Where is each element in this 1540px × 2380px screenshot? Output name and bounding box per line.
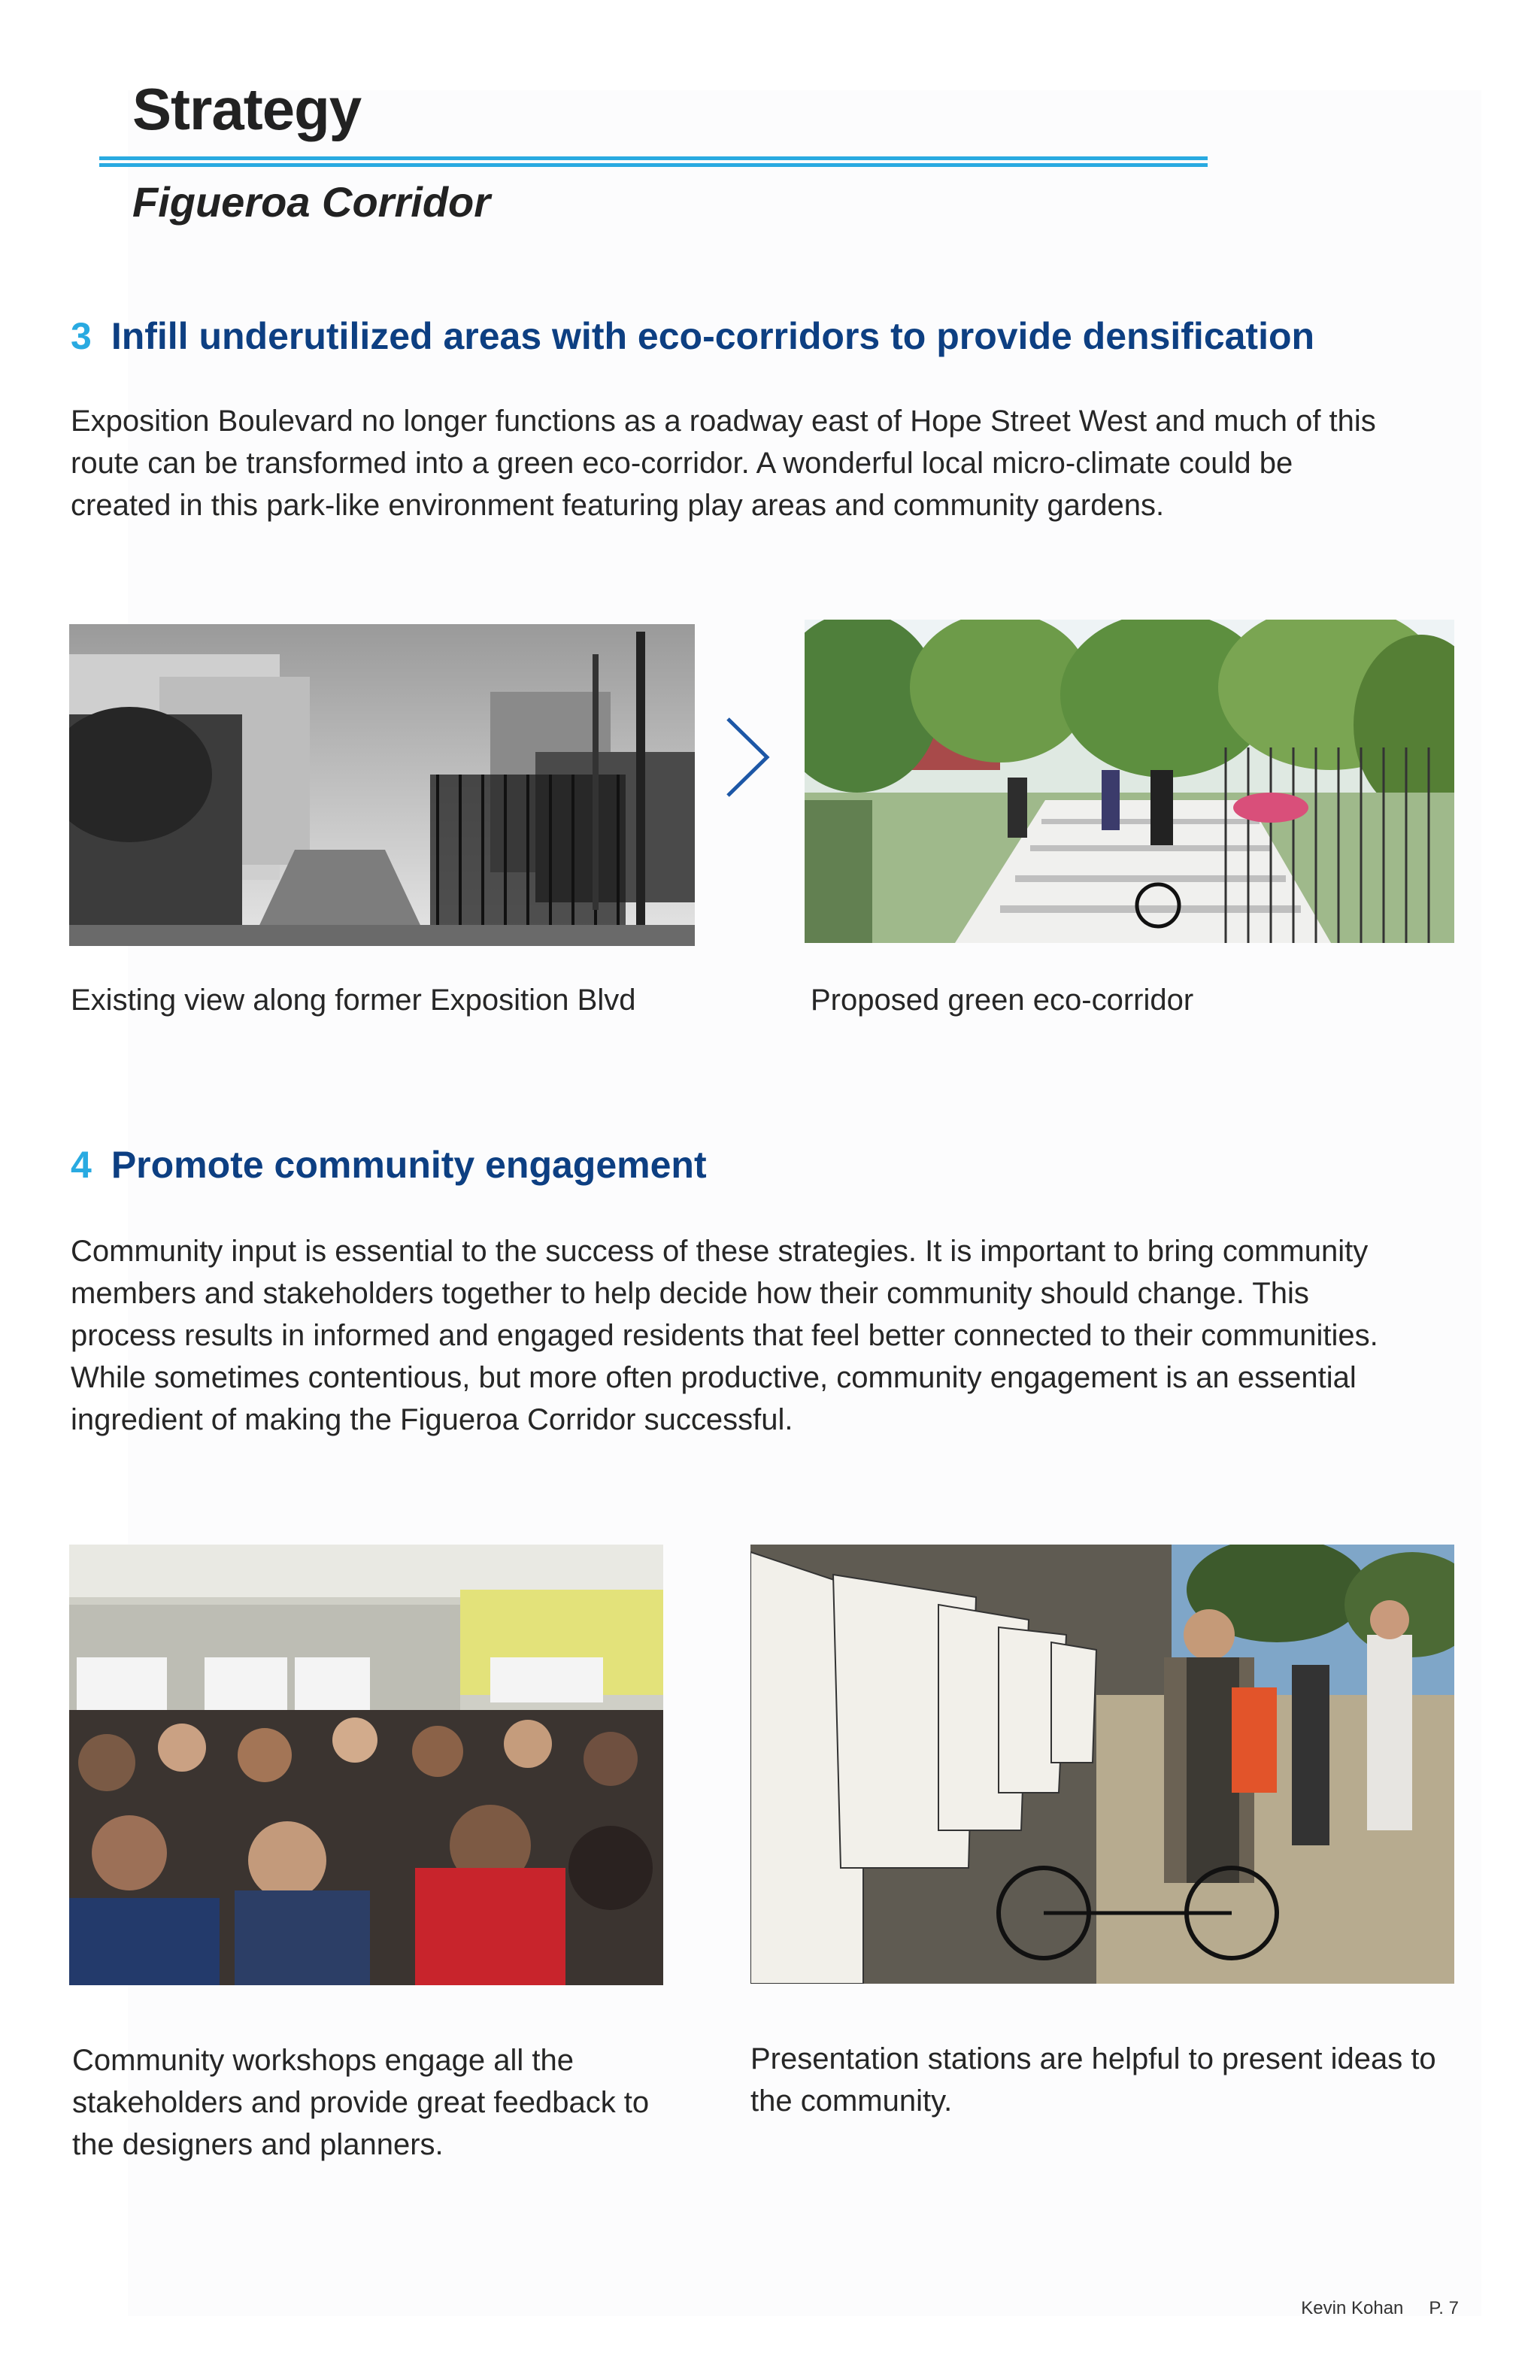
proposed-corridor-photo	[805, 620, 1454, 943]
page-subtitle: Figueroa Corridor	[132, 178, 491, 226]
presentation-stations-photo	[750, 1545, 1454, 1984]
title-divider-top	[99, 156, 1208, 160]
caption-proposed-corridor: Proposed green eco-corridor	[811, 984, 1194, 1017]
section-4-number: 4	[71, 1144, 92, 1186]
chevron-right-icon	[723, 716, 773, 799]
page-footer	[1301, 2298, 1459, 2319]
section-4-heading	[71, 1143, 707, 1187]
caption-community-workshops: Community workshops engage all the stakeholders and provide great feedback to the designers and planners.	[72, 2044, 650, 2161]
community-workshop-photo	[69, 1545, 663, 1985]
section-4-body: Community input is essential to the success of these strategies. It is important to bring community members and stakeholders together to help decide how their community should change. This process results in informed and engaged residents that feel better connected to their communities. While sometimes contentious, but more often productive, community engagement is an essential ingredient of making the Figueroa Corridor successful.	[71, 1235, 1378, 1436]
section-3-number: 3	[71, 315, 92, 357]
footer-author: Kevin Kohan	[1301, 2298, 1404, 2318]
section-3-title: Infill underutilized areas with eco-corridors to provide densification	[111, 315, 1315, 357]
section-3-heading	[71, 314, 1314, 358]
page-title: Strategy	[132, 76, 362, 142]
caption-existing-view: Existing view along former Exposition Blvd	[71, 984, 636, 1017]
existing-view-photo	[69, 624, 695, 946]
section-4-title: Promote community engagement	[111, 1144, 707, 1186]
section-3-body: Exposition Boulevard no longer functions as a roadway east of Hope Street West and much of this route can be transformed into a green eco-corridor. A wonderful local micro-climate could be created in this park-like environment featuring play areas and community gardens.	[71, 405, 1376, 522]
footer-page-number: P. 7	[1429, 2298, 1459, 2318]
caption-presentation-stations: Presentation stations are helpful to present ideas to the community.	[750, 2042, 1436, 2118]
title-divider-bottom	[99, 163, 1208, 167]
